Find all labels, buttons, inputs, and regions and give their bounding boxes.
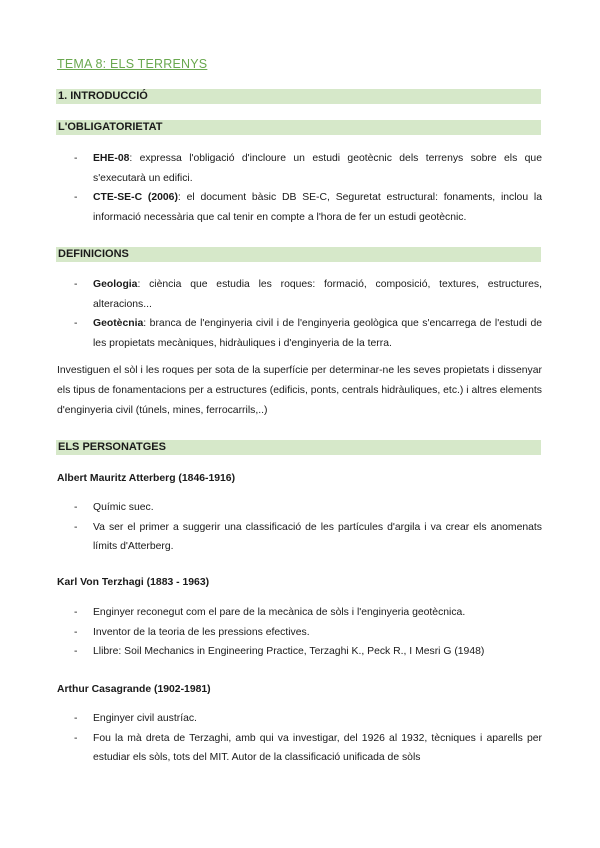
person-name: Arthur Casagrande (1902-1981) [57, 684, 211, 695]
list-item: - Geotècnia: branca de l'enginyeria civil i de l'enginyeria geològica que s'encarrega de l'estudi de les propietats mecàniques, hidràuliques i d'enginyeria de la terra. [74, 318, 542, 349]
person-name: Albert Mauritz Atterberg (1846-1916) [57, 473, 236, 484]
list-item: - Fou la mà dreta de Terzaghi, amb qui va investigar, del 1926 al 1932, tècniques i aparells per estudiar els sòls, tots del MIT. Autor de la classificació unificada de sòls [74, 732, 542, 763]
term-label: EHE-08 [93, 153, 130, 164]
page-title: TEMA 8: ELS TERRENYS [57, 57, 208, 71]
list-item: - Químic suec. [74, 502, 154, 513]
list-item: - Enginyer civil austríac. [74, 713, 197, 724]
term-label: Geologia [93, 279, 138, 290]
person-details-list [57, 709, 542, 768]
list-item: - EHE-08: expressa l'obligació d'incloure un estudi geotècnic dels terrenys sobre els que s'executarà un edifici. [74, 153, 542, 184]
person-details-list [57, 603, 542, 662]
list-item: - Inventor de la teoria de les pressions efectives. [74, 626, 310, 638]
person-details-list [57, 498, 542, 557]
obligatorietat-list [57, 149, 542, 227]
section-heading-personatges: ELS PERSONATGES [56, 440, 541, 455]
term-label: CTE-SE-C (2006) [93, 192, 178, 203]
term-label: Geotècnia [93, 318, 144, 329]
person-name: Karl Von Terzhagi (1883 - 1963) [57, 577, 210, 588]
section-heading-definicions: DEFINICIONS [56, 247, 541, 262]
list-item: - Llibre: Soil Mechanics in Engineering Practice, Terzaghi K., Peck R., I Mesri G (1948) [74, 646, 485, 657]
list-item: - Va ser el primer a suggerir una classificació de les partícules d'argila i va crear els anomenats límits d'Atterberg. [74, 521, 542, 552]
list-item: - Enginyer reconegut com el pare de la mecànica de sòls i l'enginyeria geotècnica. [74, 607, 466, 618]
list-item: - CTE-SE-C (2006): el document bàsic DB SE-C, Seguretat estructural: fonaments, inclou la informació necessària que cal tenir en compte a l'hora de fer un estudi geotècnic. [74, 192, 542, 223]
section-heading-introduccio: 1. INTRODUCCIÓ [56, 89, 541, 104]
section-heading-obligatorietat: L'OBLIGATORIETAT [56, 120, 541, 135]
definicions-list [57, 275, 542, 353]
list-item: - Geologia: ciència que estudia les roques: formació, composició, textures, estructures, alteracions... [74, 279, 542, 310]
definicions-paragraph: Investiguen el sòl i les roques per sota de la superfície per determinar-ne les seves propietats i dissenyar els tipus de fonamentacions per a estructures (edificis, ponts, centrals hidràuliques, etc.) i altres elements d'enginyeria civil (túnels, mines, ferrocarrils,..) [57, 365, 542, 416]
